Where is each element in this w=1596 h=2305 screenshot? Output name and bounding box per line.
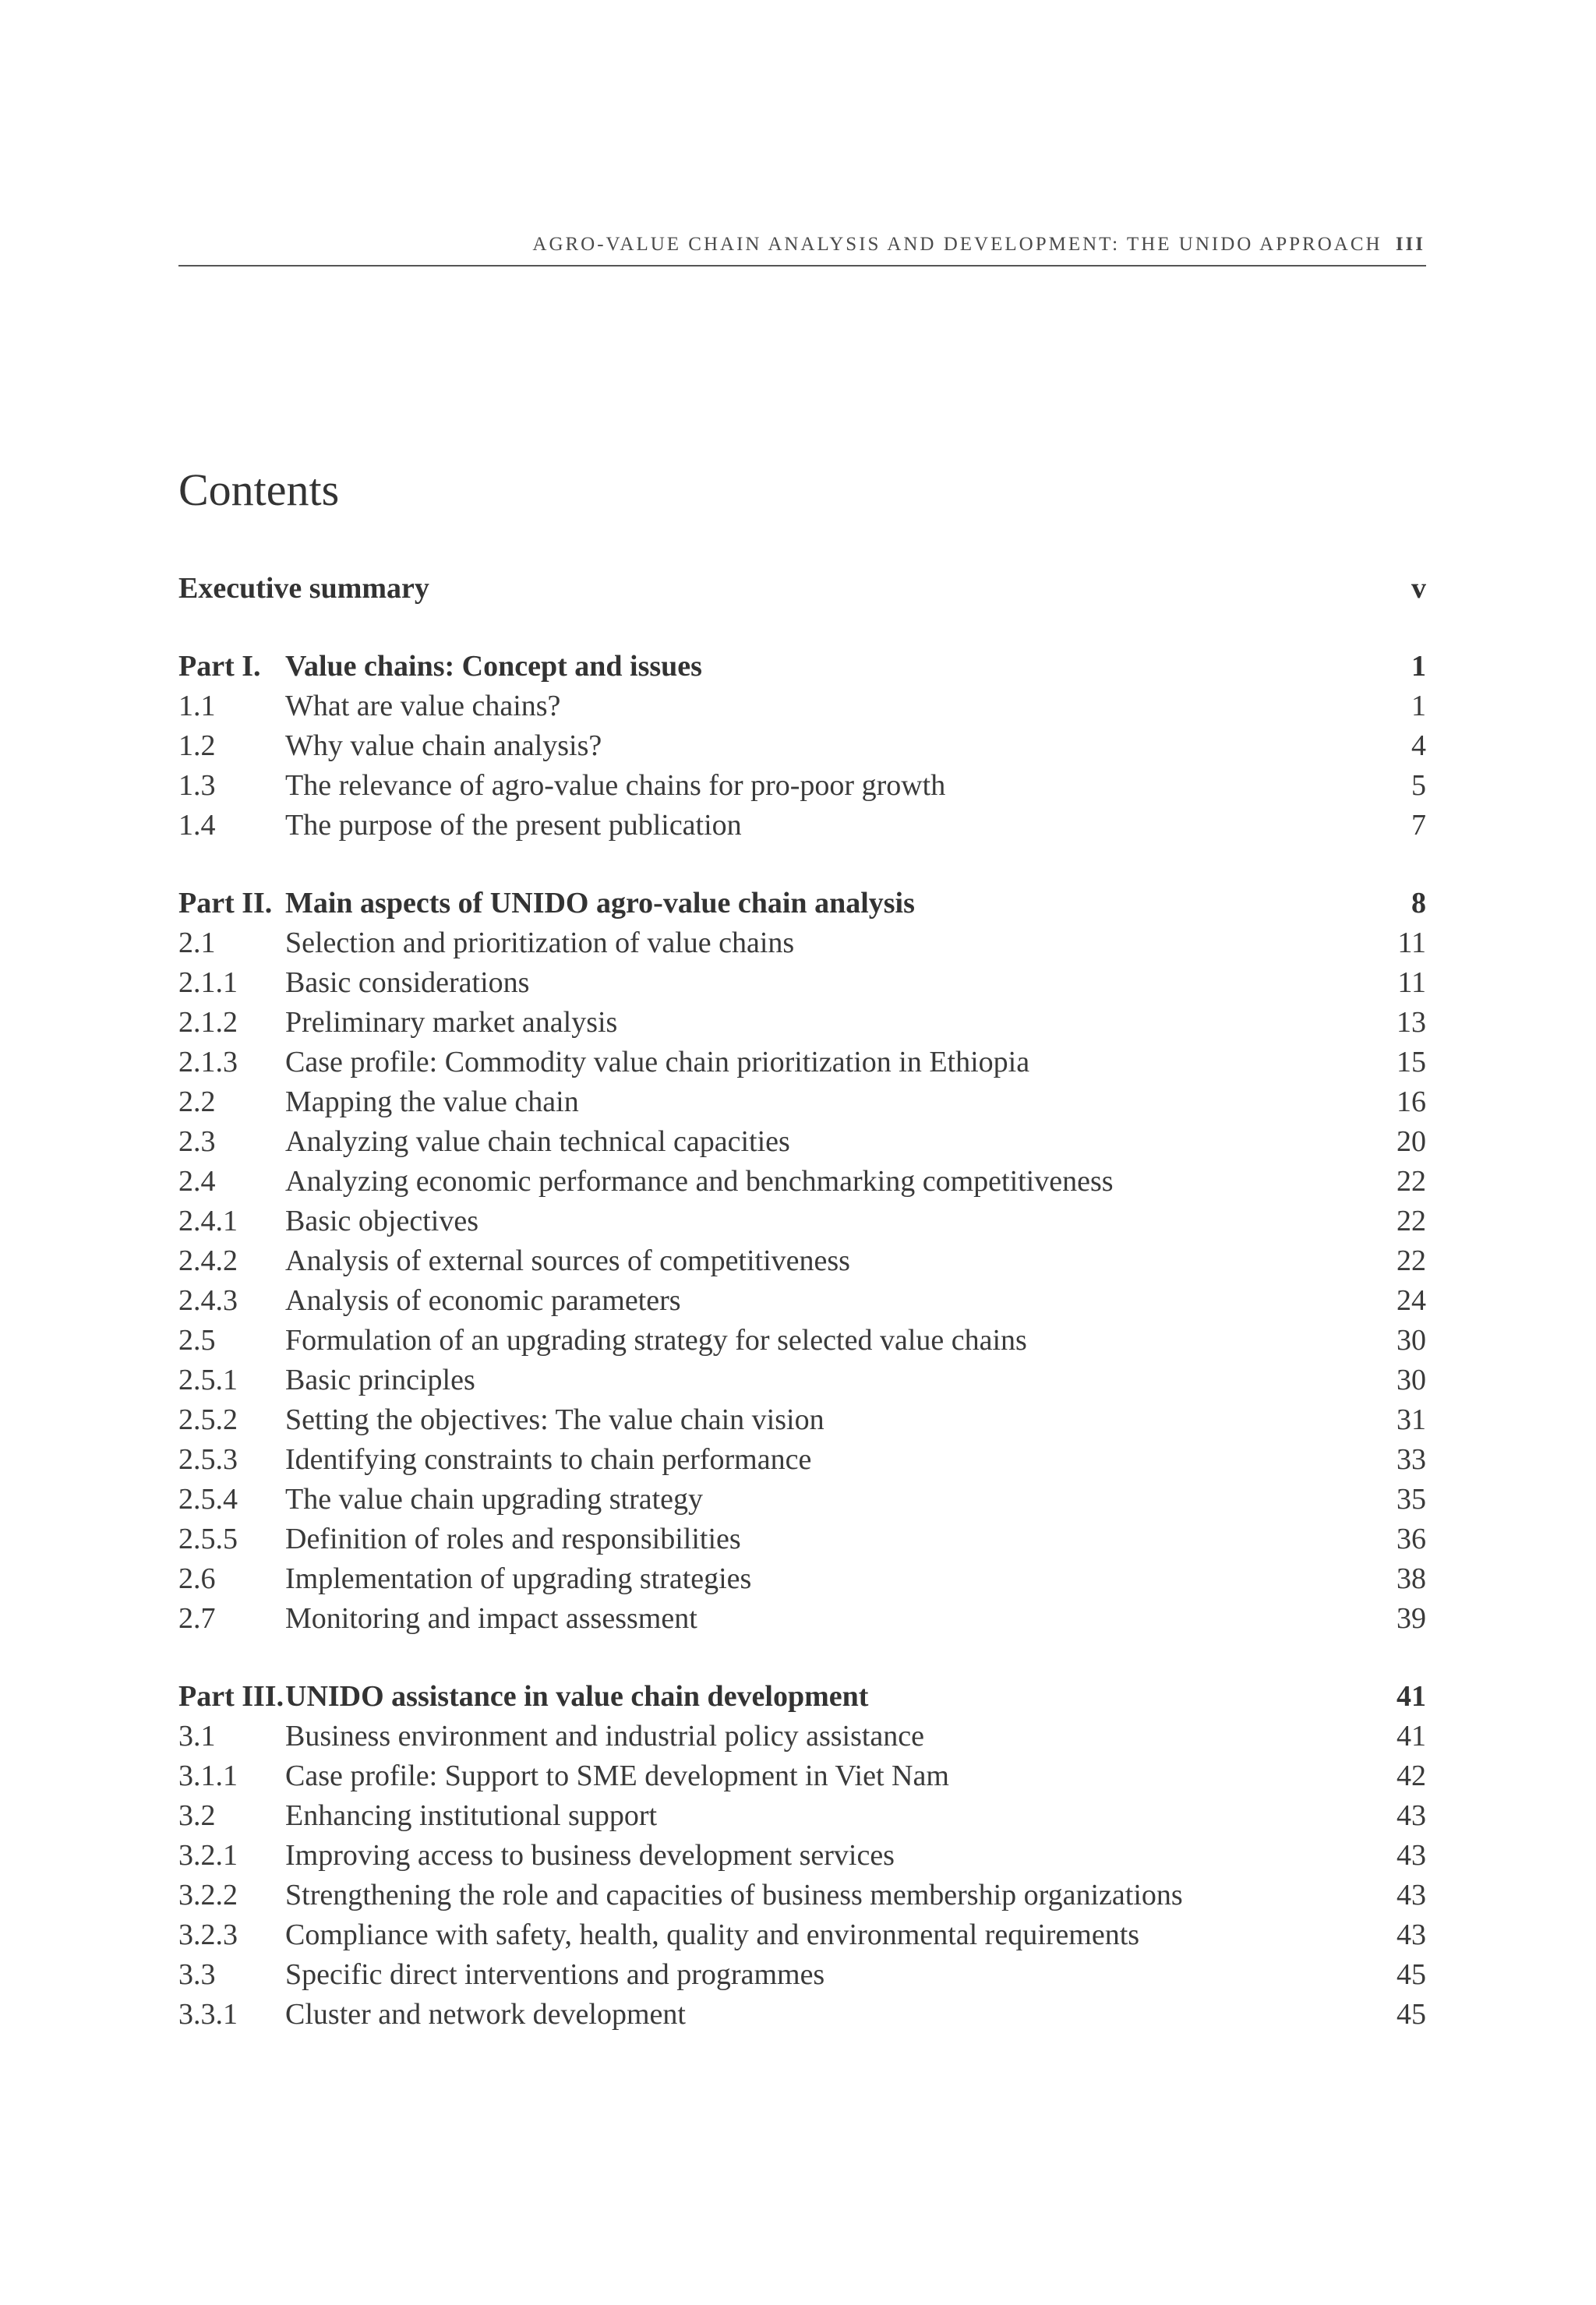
toc-entry[interactable] [178, 1003, 1426, 1043]
running-header [178, 234, 1425, 256]
toc-entry-number: 3.1.1 [178, 1760, 238, 1792]
toc-part-heading[interactable] [178, 884, 1426, 923]
toc-entry-page: 22 [1396, 1205, 1426, 1237]
toc-entry-number: 3.3.1 [178, 1998, 238, 2031]
toc-entry-number: 3.3 [178, 1958, 216, 1991]
toc-entry-number: 2.4.3 [178, 1284, 238, 1317]
toc-entry-number: 3.2.2 [178, 1879, 238, 1911]
toc-entry-title: Setting the objectives: The value chain vision [285, 1403, 824, 1436]
toc-entry-page: 38 [1396, 1562, 1426, 1595]
toc-entry-page: 11 [1397, 927, 1426, 959]
toc-entry-title: Analyzing value chain technical capacities [285, 1125, 790, 1158]
toc-entry-number: 2.1.2 [178, 1006, 238, 1039]
toc-entry-page: 39 [1396, 1602, 1426, 1635]
toc-entry[interactable] [178, 1321, 1426, 1361]
toc-entry-title: Strengthening the role and capacities of business membership organizations [285, 1879, 1183, 1911]
toc-entry-page: 33 [1396, 1443, 1426, 1476]
toc-entry-page: 5 [1411, 769, 1426, 802]
toc-entry-page: 22 [1396, 1244, 1426, 1277]
toc-part-label: Part III. [178, 1680, 284, 1713]
toc-entry[interactable] [178, 726, 1426, 766]
toc-entry-page: 31 [1396, 1403, 1426, 1436]
toc-part-page: 41 [1396, 1680, 1426, 1713]
toc-part1-list [178, 687, 1426, 845]
toc-entry-number: 3.2.3 [178, 1918, 238, 1951]
toc-entry-title: Implementation of upgrading strategies [285, 1562, 752, 1595]
toc-entry-page: 30 [1396, 1364, 1426, 1396]
toc-entry-title: Formulation of an upgrading strategy for selected value chains [285, 1324, 1027, 1357]
toc-entry[interactable] [178, 963, 1426, 1003]
toc-entry-title: Compliance with safety, health, quality and environmental requirements [285, 1918, 1140, 1951]
toc-entry-title: Improving access to business development services [285, 1839, 895, 1872]
toc-entry[interactable] [178, 1796, 1426, 1836]
toc-part-label: Part II. [178, 887, 273, 920]
toc-entry-page: 16 [1396, 1085, 1426, 1118]
toc-entry-title: Monitoring and impact assessment [285, 1602, 697, 1635]
toc-entry-title: Analyzing economic performance and benchmarking competitiveness [285, 1165, 1114, 1198]
toc-entry[interactable] [178, 1599, 1426, 1639]
toc-entry-title: Analysis of external sources of competitiveness [285, 1244, 850, 1277]
toc-entry-title: Basic principles [285, 1364, 475, 1396]
toc-entry-number: 1.3 [178, 769, 216, 802]
toc-entry[interactable] [178, 766, 1426, 806]
toc-entry-number: 2.5.3 [178, 1443, 238, 1476]
toc-entry[interactable] [178, 1559, 1426, 1599]
toc-entry[interactable] [178, 923, 1426, 963]
toc-entry[interactable] [178, 1043, 1426, 1082]
page-title: Contents [178, 464, 340, 515]
toc-entry-number: 1.4 [178, 809, 216, 842]
toc-entry-number: 2.4.2 [178, 1244, 238, 1277]
toc-entry-page: 35 [1396, 1483, 1426, 1516]
toc-entry-title: Cluster and network development [285, 1998, 686, 2031]
toc-entry-title: Business environment and industrial policy assistance [285, 1720, 925, 1753]
toc-entry[interactable] [178, 1915, 1426, 1955]
toc-entry-page: v [1411, 572, 1426, 605]
toc-entry-page: 20 [1396, 1125, 1426, 1158]
toc-entry[interactable] [178, 1202, 1426, 1241]
toc-entry-number: 3.2.1 [178, 1839, 238, 1872]
toc-entry[interactable] [178, 1400, 1426, 1440]
toc-entry-number: 2.5.5 [178, 1523, 238, 1555]
toc-entry-page: 7 [1411, 809, 1426, 842]
toc-entry-page: 36 [1396, 1523, 1426, 1555]
toc-entry-page: 45 [1396, 1998, 1426, 2031]
toc-entry-number: 2.4.1 [178, 1205, 238, 1237]
toc-part2-list [178, 923, 1426, 1639]
toc-entry-number: 2.1.3 [178, 1046, 238, 1078]
toc-entry-title: Identifying constraints to chain performance [285, 1443, 812, 1476]
toc-entry-title: Preliminary market analysis [285, 1006, 618, 1039]
toc-entry-page: 22 [1396, 1165, 1426, 1198]
toc-entry-title: What are value chains? [285, 690, 561, 722]
toc-entry[interactable] [178, 806, 1426, 845]
toc-entry-number: 1.1 [178, 690, 216, 722]
toc-part-title: Main aspects of UNIDO agro-value chain analysis [285, 887, 915, 920]
toc-entry-title: Enhancing institutional support [285, 1799, 658, 1832]
toc-entry-number: 2.5.1 [178, 1364, 238, 1396]
toc-part-heading[interactable] [178, 647, 1426, 687]
toc-part3-list [178, 1717, 1426, 2035]
toc-entry-page: 43 [1396, 1799, 1426, 1832]
toc-entry-number: 2.5.2 [178, 1403, 238, 1436]
toc-entry-number: 2.1 [178, 927, 216, 959]
header-rule [178, 265, 1426, 267]
table-of-contents [178, 569, 1426, 2035]
toc-entry-executive-summary[interactable] [178, 569, 1426, 609]
toc-part-title: Value chains: Concept and issues [285, 650, 702, 683]
toc-entry-number: 3.1 [178, 1720, 216, 1753]
toc-entry-page: 4 [1411, 729, 1426, 762]
toc-entry[interactable] [178, 1717, 1426, 1756]
toc-entry-number: 2.4 [178, 1165, 216, 1198]
toc-entry[interactable] [178, 1836, 1426, 1876]
toc-entry-number: 2.3 [178, 1125, 216, 1158]
toc-entry-title: Analysis of economic parameters [285, 1284, 681, 1317]
toc-entry-page: 43 [1396, 1879, 1426, 1911]
toc-entry-page: 43 [1396, 1839, 1426, 1872]
toc-entry-number: 3.2 [178, 1799, 216, 1832]
toc-entry-number: 2.6 [178, 1562, 216, 1595]
header-page-number: III [1395, 234, 1425, 255]
toc-part-title: UNIDO assistance in value chain development [285, 1680, 869, 1713]
toc-part-page: 1 [1411, 650, 1426, 683]
toc-entry-page: 42 [1396, 1760, 1426, 1792]
toc-entry[interactable] [178, 1241, 1426, 1281]
toc-entry-page: 15 [1396, 1046, 1426, 1078]
toc-entry[interactable] [178, 1082, 1426, 1122]
toc-entry-title: Selection and prioritization of value chains [285, 927, 795, 959]
toc-entry-number: 2.7 [178, 1602, 216, 1635]
toc-entry-title: Mapping the value chain [285, 1085, 579, 1118]
toc-part-label: Part I. [178, 650, 261, 683]
toc-entry-page: 41 [1396, 1720, 1426, 1753]
toc-entry[interactable] [178, 1756, 1426, 1796]
toc-entry-title: Definition of roles and responsibilities [285, 1523, 741, 1555]
toc-entry-page: 24 [1396, 1284, 1426, 1317]
toc-entry-page: 30 [1396, 1324, 1426, 1357]
toc-entry-title: Executive summary [178, 572, 429, 605]
toc-entry[interactable] [178, 1876, 1426, 1915]
toc-entry-page: 43 [1396, 1918, 1426, 1951]
toc-entry-number: 2.1.1 [178, 966, 238, 999]
toc-entry-title: Specific direct interventions and programmes [285, 1958, 825, 1991]
toc-entry[interactable] [178, 1520, 1426, 1559]
toc-entry[interactable] [178, 687, 1426, 726]
toc-part-page: 8 [1411, 887, 1426, 920]
toc-entry-number: 2.5.4 [178, 1483, 238, 1516]
toc-entry-page: 1 [1411, 690, 1426, 722]
toc-entry-title: The purpose of the present publication [285, 809, 742, 842]
running-title: AGRO-VALUE CHAIN ANALYSIS AND DEVELOPMENT: THE UNIDO APPROACH [532, 234, 1382, 255]
toc-entry[interactable] [178, 1995, 1426, 2035]
toc-entry-number: 2.2 [178, 1085, 216, 1118]
toc-entry-title: Case profile: Commodity value chain prioritization in Ethiopia [285, 1046, 1030, 1078]
toc-entry[interactable] [178, 1440, 1426, 1480]
toc-entry-title: Basic considerations [285, 966, 530, 999]
toc-entry-title: Case profile: Support to SME development in Viet Nam [285, 1760, 949, 1792]
toc-part-heading[interactable] [178, 1677, 1426, 1717]
toc-entry[interactable] [178, 1480, 1426, 1520]
toc-entry[interactable] [178, 1361, 1426, 1400]
toc-entry-title: The relevance of agro-value chains for pro-poor growth [285, 769, 946, 802]
toc-entry-title: Basic objectives [285, 1205, 478, 1237]
toc-entry-title: The value chain upgrading strategy [285, 1483, 704, 1516]
toc-entry-number: 1.2 [178, 729, 216, 762]
toc-entry-title: Why value chain analysis? [285, 729, 602, 762]
toc-entry[interactable] [178, 1162, 1426, 1202]
toc-entry-page: 11 [1397, 966, 1426, 999]
toc-entry-page: 13 [1396, 1006, 1426, 1039]
toc-entry[interactable] [178, 1281, 1426, 1321]
toc-entry-page: 45 [1396, 1958, 1426, 1991]
toc-entry[interactable] [178, 1122, 1426, 1162]
toc-entry[interactable] [178, 1955, 1426, 1995]
toc-entry-number: 2.5 [178, 1324, 216, 1357]
